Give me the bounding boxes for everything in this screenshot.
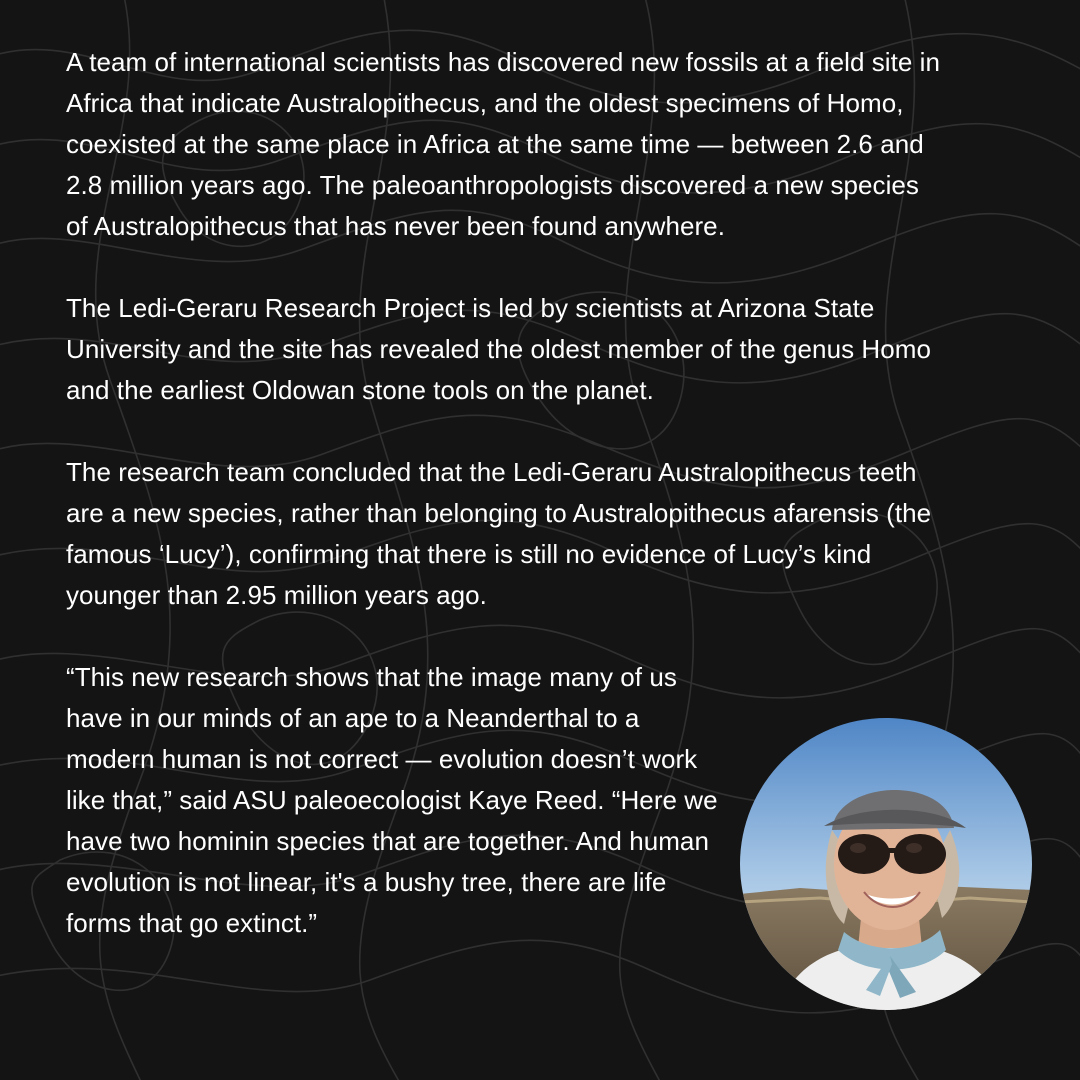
paragraph-2: The Ledi-Geraru Research Project is led by scientists at Arizona State University and the site has revealed the oldest member of the genus Homo and the earliest Oldowan stone tools on the planet. — [66, 293, 931, 405]
paragraph-3: The research team concluded that the Ledi-Geraru Australopithecus teeth are a new species, rather than belonging to Australopithecus afarensis (the famous ‘Lucy’), confirming that there is still no evidence of Lucy’s kind younger than 2.95 million years ago. — [66, 457, 932, 610]
quote-paragraph: “This new research shows that the image many of us have in our minds of an ape to a Neanderthal to a modern human is not correct — evolution doesn’t work like that,” said ASU paleoecologist Kaye Reed. “Here we have two hominin species that are together. And human evolution is not linear, it's a bushy tree, there are life forms that go extinct.” — [66, 662, 718, 938]
portrait-photo — [740, 718, 1032, 1010]
paragraph-1: A team of international scientists has discovered new fossils at a field site in Africa that indicate Australopithecus, and the oldest specimens of Homo, coexisted at the same place in Africa at the same time — between 2.6 and 2.8 million years ago. The paleoanthropologists discovered a new species of Australopithecus that has never been found anywhere. — [66, 47, 940, 241]
